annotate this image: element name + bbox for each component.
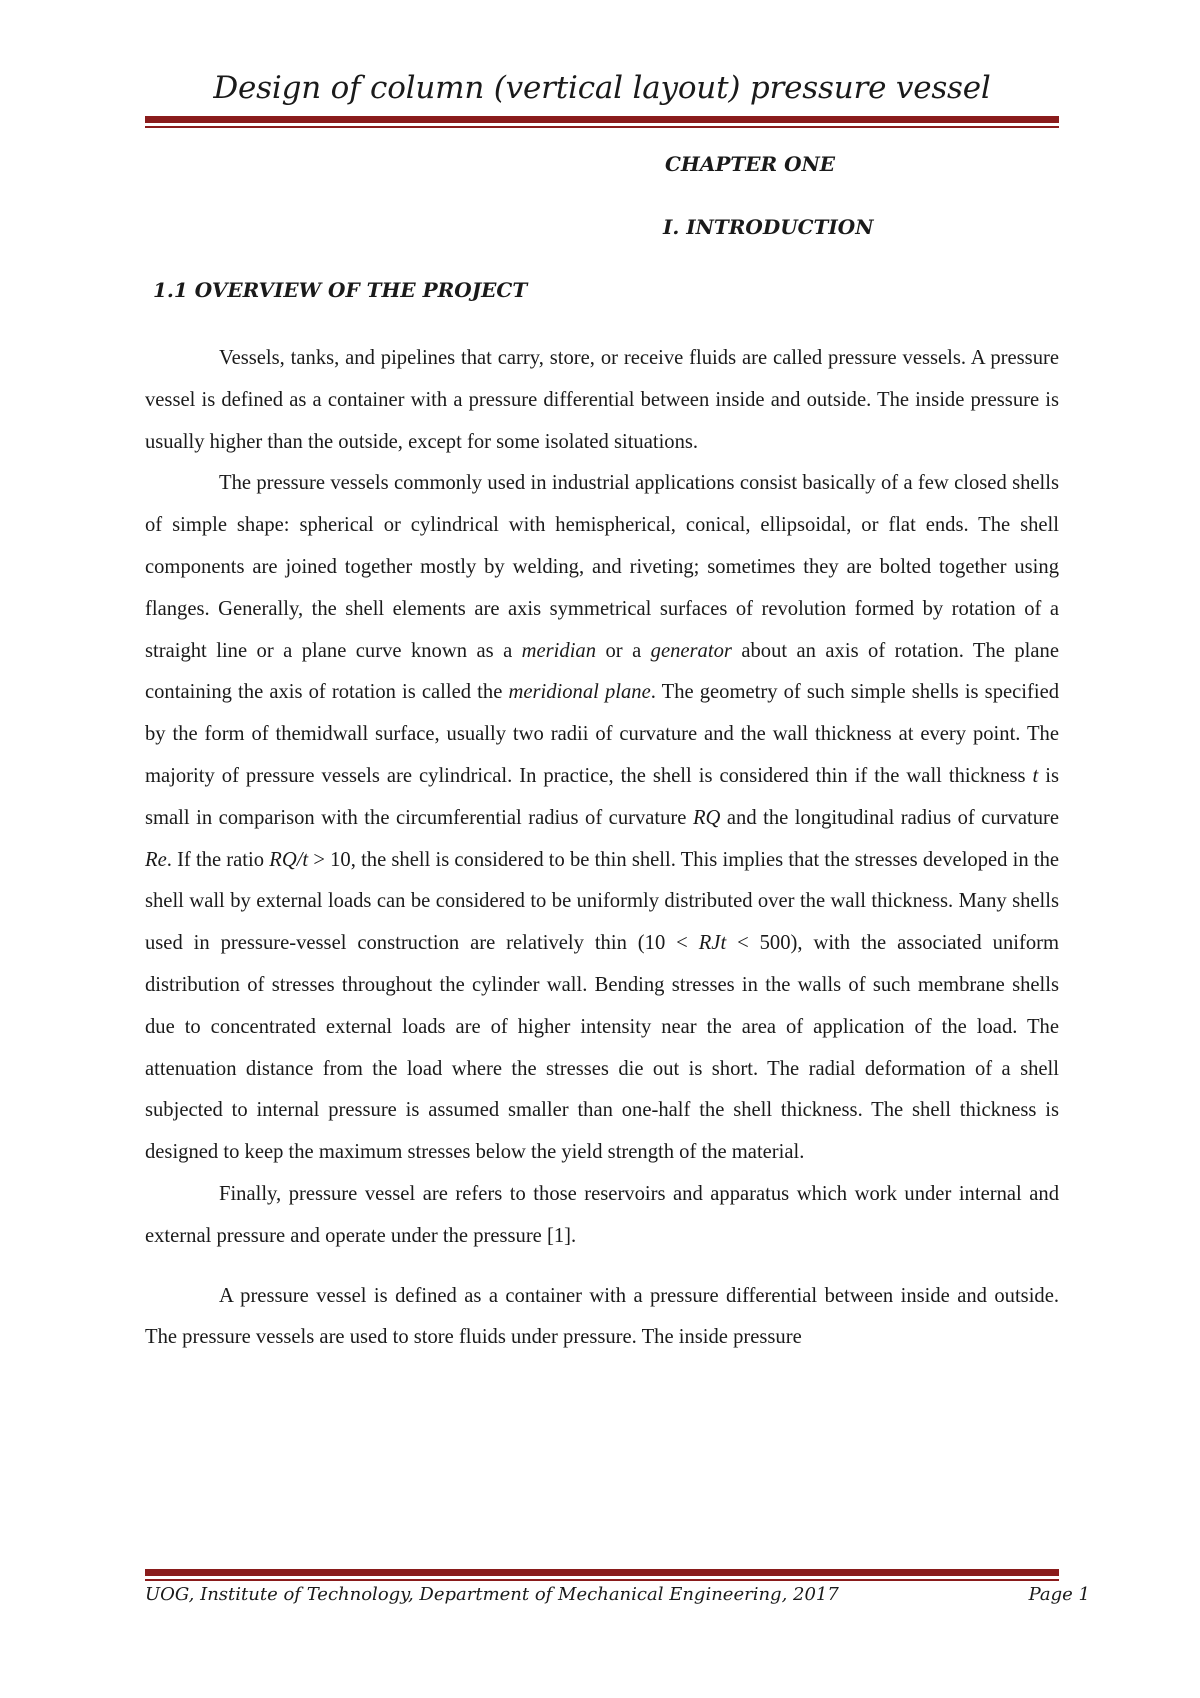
chapter-label: CHAPTER ONE — [665, 152, 836, 176]
paragraph-text: . If the ratio — [166, 848, 270, 871]
paragraph-text: Finally, pressure vessel are refers to those reservoirs and apparatus which work under internal and external pressure and operate under the pressure [1]. — [145, 1182, 1059, 1247]
paragraph-text: . The geometry of such simple shells is specified by the form of themidwall surface, usually two radii of curvature and the wall thickness at every point. The majority of pressure vessels are cylindrical. In practice, the shell is considered thin if the wall thickness — [145, 681, 1060, 787]
paragraph-text: > 10, the shell is considered to be thin shell. This implies that the stresses developed in the shell wall by external loads can be considered to be uniformly distributed over the wall thickness. Many shells used in pressure-vessel construction are relatively thin (10 < — [145, 848, 1060, 955]
header-rule-thick — [145, 116, 1059, 123]
italic-term: meridian — [521, 639, 597, 662]
footer-institution: UOG, Institute of Technology, Department of Mechanical Engineering, 2017 — [145, 1584, 839, 1605]
italic-term: RJt — [698, 932, 727, 955]
footer-page-number: Page 1 — [1028, 1584, 1090, 1605]
paragraph-text: A pressure vessel is defined as a container with a pressure differential between inside and outside. The pressure vessels are used to store fluids under pressure. The inside pressure — [145, 1284, 1059, 1349]
body-paragraph — [145, 338, 1059, 463]
italic-term: Re — [145, 848, 167, 871]
italic-term: generator — [650, 639, 732, 662]
italic-term: RQ — [692, 806, 721, 829]
header-rule-thin — [145, 126, 1059, 128]
body-paragraph — [145, 1276, 1059, 1360]
italic-term: RQ/t — [269, 848, 309, 871]
paragraph-text: Vessels, tanks, and pipelines that carry, store, or receive fluids are called pressure vessels. A pressure vessel is defined as a container with a pressure differential between inside and outside. The inside pressure is usually higher than the outside, except for some isolated situations. — [145, 347, 1059, 453]
page-header-title: Design of column (vertical layout) pressure vessel — [213, 70, 991, 106]
section-heading: 1.1 OVERVIEW OF THE PROJECT — [153, 278, 528, 302]
paragraph-text: and the longitudinal radius of curvature — [720, 806, 1059, 829]
footer-rule-thin — [145, 1579, 1059, 1581]
chapter-title: I. INTRODUCTION — [663, 215, 874, 239]
paragraph-text: about an axis of rotation. The plane containing the axis of rotation is called the — [145, 639, 1059, 704]
italic-term: t — [1032, 764, 1039, 787]
body-paragraph — [145, 463, 1059, 1174]
body-paragraph — [145, 1174, 1059, 1258]
paragraph-text: is small in comparison with the circumferential radius of curvature — [145, 764, 1059, 829]
paragraph-text: or a — [596, 639, 651, 662]
footer-rule-thick — [145, 1569, 1059, 1576]
paragraph-text: < 500), with the associated uniform distribution of stresses throughout the cylinder wall. Bending stresses in the walls of such membrane shells due to concentrated external loads are of higher intensity near the area of application of the load. The attenuation distance from the load where the stresses die out is short. The radial deformation of a shell subjected to internal pressure is assumed smaller than one-half the shell thickness. The shell thickness is designed to keep the maximum stresses below the yield strength of the material. — [145, 932, 1059, 1164]
body-text — [145, 338, 1059, 1359]
italic-term: meridional plane — [508, 681, 651, 704]
paragraph-text: The pressure vessels commonly used in industrial applications consist basically of a few closed shells of simple shape: spherical or cylindrical with hemispherical, conical, ellipsoidal, or flat ends. The shell components are joined together mostly by welding, and riveting; sometimes they are bolted together using flanges. Generally, the shell elements are axis symmetrical surfaces of revolution formed by rotation of a straight line or a plane curve known as a — [145, 472, 1059, 662]
